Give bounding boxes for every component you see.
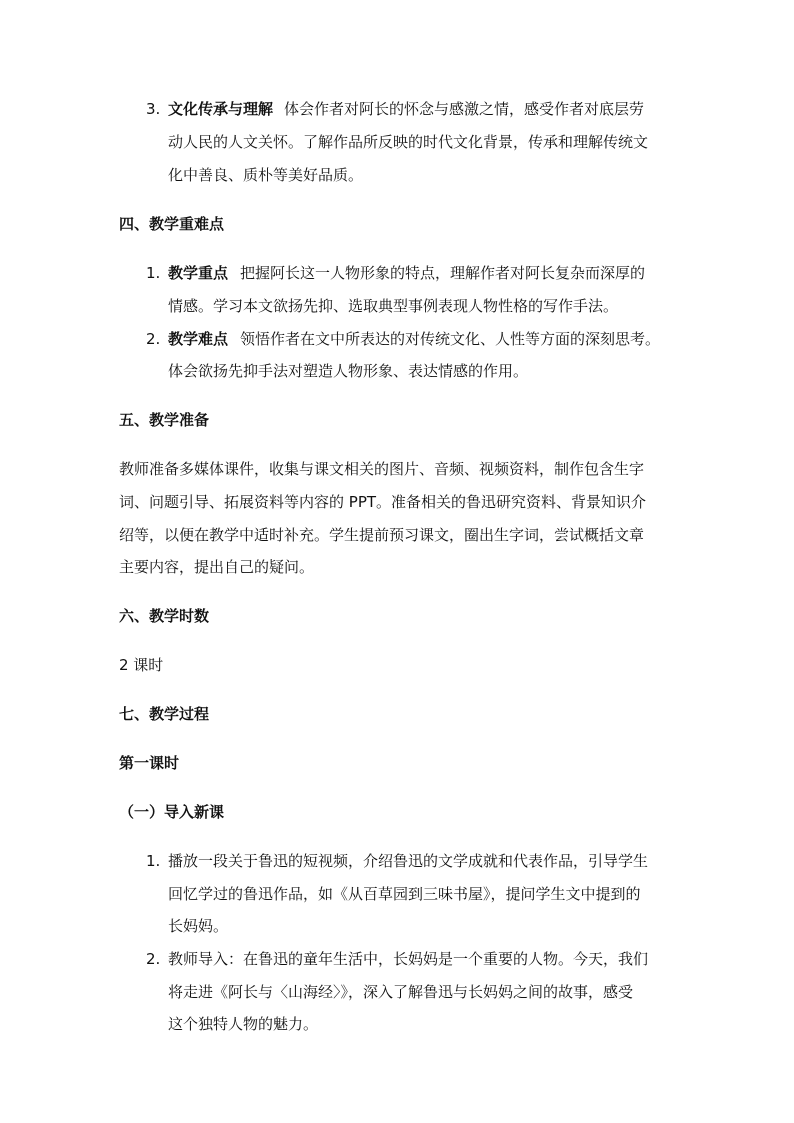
- list-item-title: 教学重点: [168, 264, 229, 282]
- section-heading: 四、教学重难点: [119, 215, 225, 233]
- paragraph-line: 绍等，以便在教学中适时补充。学生提前预习课文，圈出生字词，尝试概括文章: [119, 526, 645, 544]
- list-item-title: 文化传承与理解: [168, 100, 274, 118]
- list-item-text: 播放一段关于鲁迅的短视频，介绍鲁迅的文学成就和代表作品，引导学生: [168, 852, 649, 870]
- section-heading: 六、教学时数: [119, 607, 210, 625]
- list-item-title: 教学难点: [168, 330, 229, 348]
- list-item-text: 化中善良、质朴等美好品质。: [168, 166, 364, 184]
- list-number: 1.: [146, 264, 161, 282]
- subsection-heading: 第一课时: [119, 754, 180, 772]
- paragraph-line: 词、问题引导、拓展资料等内容的 PPT。准备相关的鲁迅研究资料、背景知识介: [119, 493, 647, 511]
- list-item-text: 教师导入：在鲁迅的童年生活中，长妈妈是一个重要的人物。今天，我们: [168, 950, 649, 968]
- paragraph-line: 教师准备多媒体课件，收集与课文相关的图片、音频、视频资料，制作包含生字: [119, 460, 645, 478]
- list-number: 1.: [146, 852, 161, 870]
- list-item-text: 动人民的人文关怀。了解作品所反映的时代文化背景，传承和理解传统文: [168, 133, 649, 151]
- list-item-text: 长妈妈。: [168, 917, 229, 935]
- list-item-text: 体会作者对阿长的怀念与感激之情，感受作者对底层劳: [284, 100, 645, 118]
- section-heading: 七、教学过程: [119, 705, 210, 723]
- list-item-text: 这个独特人物的魅力。: [168, 1015, 319, 1033]
- list-item-text: 回忆学过的鲁迅作品，如《从百草园到三味书屋》，提问学生文中提到的: [168, 885, 641, 903]
- paragraph-line: 2 课时: [119, 656, 164, 674]
- list-number: 2.: [146, 330, 161, 348]
- list-item-text: 情感。学习本文欲扬先抑、选取典型事例表现人物性格的写作手法。: [168, 297, 619, 315]
- list-item-text: 将走进《阿长与〈山海经〉》，深入了解鲁迅与长妈妈之间的故事，感受: [168, 983, 634, 1001]
- list-number: 3.: [146, 100, 161, 118]
- section-heading: 五、教学准备: [119, 411, 210, 429]
- paragraph-line: 主要内容，提出自己的疑问。: [119, 558, 315, 576]
- list-item-text: 领悟作者在文中所表达的对传统文化、人性等方面的深刻思考。: [240, 330, 661, 348]
- list-number: 2.: [146, 950, 161, 968]
- list-item-text: 把握阿长这一人物形象的特点，理解作者对阿长复杂而深厚的: [240, 264, 646, 282]
- subsection-heading: （一）导入新课: [119, 803, 225, 821]
- list-item-text: 体会欲扬先抑手法对塑造人物形象、表达情感的作用。: [168, 362, 529, 380]
